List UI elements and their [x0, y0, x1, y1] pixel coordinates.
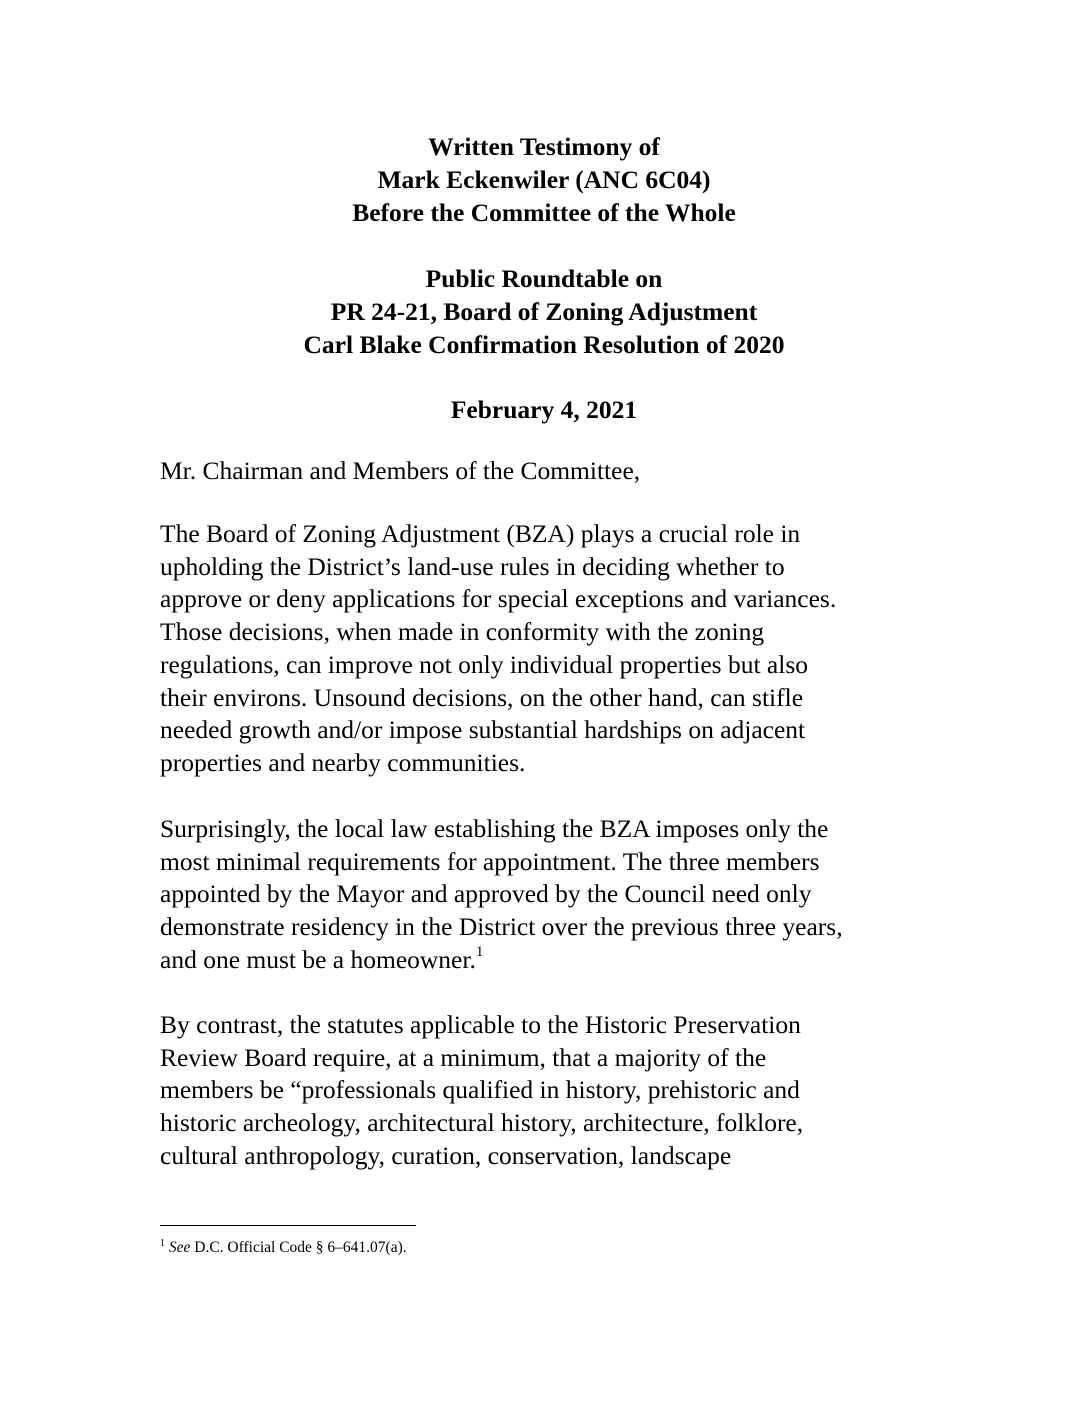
title-line: Written Testimony of: [428, 132, 660, 161]
salutation-text: Mr. Chairman and Members of the Committee,: [160, 456, 641, 485]
paragraph-line: most minimal requirements for appointment. The three members: [160, 846, 820, 876]
paragraph-line: Surprisingly, the local law establishing the BZA imposes only the: [160, 814, 829, 843]
paragraph-line: The Board of Zoning Adjustment (BZA) plays a crucial role in: [160, 519, 801, 548]
footnote-number: 1: [160, 1237, 165, 1249]
hearing-date: [0, 393, 1088, 426]
paragraph-line: Those decisions, when made in conformity with the zoning: [160, 617, 765, 647]
paragraph-line: demonstrate residency in the District over the previous three years,: [160, 912, 843, 942]
paragraph-1: [160, 518, 960, 780]
paragraph-line: appointed by the Mayor and approved by the Council need only: [160, 879, 812, 909]
footnote-text: D.C. Official Code § 6–641.07(a).: [190, 1239, 407, 1256]
subject-line: Carl Blake Confirmation Resolution of 2020: [303, 330, 785, 359]
paragraph-line: By contrast, the statutes applicable to the Historic Preservation: [160, 1010, 801, 1039]
paragraph-line: members be “professionals qualified in history, prehistoric and: [160, 1075, 800, 1105]
subject-line: Public Roundtable on: [425, 264, 663, 293]
footnote-reference[interactable]: 1: [475, 944, 484, 961]
paragraph-3: [160, 1009, 960, 1173]
date-text: February 4, 2021: [450, 395, 638, 424]
paragraph-line: historic archeology, architectural history, architecture, folklore,: [160, 1108, 804, 1138]
paragraph-line: cultural anthropology, curation, conservation, landscape: [160, 1140, 732, 1170]
paragraph-line: needed growth and/or impose substantial hardships on adjacent: [160, 715, 806, 745]
footnote: [160, 1238, 407, 1258]
title-line: Before the Committee of the Whole: [352, 198, 736, 227]
paragraph-2: [160, 813, 960, 977]
hearing-subject-block: [0, 262, 1088, 361]
paragraph-line: regulations, can improve not only individual properties but also: [160, 649, 808, 679]
paragraph-line: their environs. Unsound decisions, on the other hand, can stifle: [160, 682, 804, 712]
paragraph-line: Review Board require, at a minimum, that a majority of the: [160, 1042, 767, 1072]
paragraph-line-text: and one must be a homeowner.: [160, 944, 476, 974]
subject-line: PR 24-21, Board of Zoning Adjustment: [330, 297, 758, 326]
title-line: Mark Eckenwiler (ANC 6C04): [377, 165, 711, 194]
testimony-title-block: [0, 130, 1088, 229]
footnote-separator: [160, 1225, 416, 1226]
paragraph-line: approve or deny applications for special exceptions and variances.: [160, 584, 837, 614]
paragraph-line: upholding the District’s land-use rules in deciding whether to: [160, 551, 785, 581]
paragraph-line: properties and nearby communities.: [160, 747, 526, 777]
paragraph-line: [160, 944, 960, 977]
salutation: [160, 455, 960, 488]
footnote-signal: See: [168, 1239, 191, 1256]
